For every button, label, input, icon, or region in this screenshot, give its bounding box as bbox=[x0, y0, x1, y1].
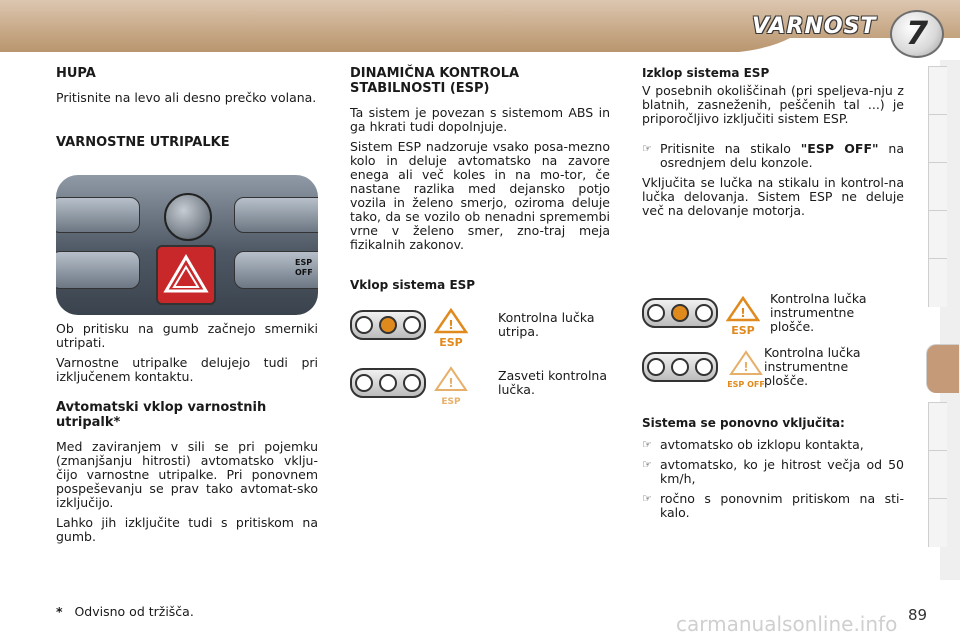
left-column bbox=[56, 66, 318, 160]
side-tab-10[interactable] bbox=[928, 498, 947, 547]
esp-off-warning-icon bbox=[726, 350, 765, 389]
auto-p2: Lahko jih izključite tudi s pritiskom na gumb. bbox=[56, 515, 318, 544]
pointing-hand-icon: ☞ bbox=[642, 142, 652, 155]
footnote-star: * bbox=[56, 604, 63, 619]
side-tab-7-active[interactable] bbox=[926, 344, 959, 393]
side-tab-9[interactable] bbox=[928, 450, 947, 499]
esp-warning-icon-dim bbox=[434, 366, 468, 406]
hazard-button bbox=[156, 245, 216, 305]
photo-fan-knob bbox=[164, 193, 212, 241]
press-text-pre: Pritisnite na stikalo bbox=[660, 141, 801, 156]
side-tab-2[interactable] bbox=[928, 114, 947, 163]
lamp-row-1 bbox=[350, 308, 622, 348]
ponovno-item bbox=[642, 492, 904, 520]
middle-column bbox=[350, 66, 610, 300]
izklop-p2: Vključita se lučka na stikalu in kontrol-na lučka delovanja. Sistem ESP ne deluje več na delovanje motorja. bbox=[642, 175, 904, 218]
ponovno-item-text: avtomatsko, ko je hitrost večja od 50 km/h, bbox=[660, 457, 904, 486]
footnote-text: Odvisno od tržišča. bbox=[74, 604, 194, 619]
press-text-bold: "ESP OFF" bbox=[800, 141, 879, 156]
press-bullet bbox=[642, 142, 904, 170]
esp-off-icon-text: ESP OFF bbox=[727, 380, 765, 389]
esp-warning-icon bbox=[434, 308, 468, 348]
side-tab-1[interactable] bbox=[928, 66, 947, 115]
esp-warning-icon bbox=[726, 296, 760, 336]
auto-p1: Med zaviranjem v sili se pri pojemku (zmanjšanju hitrosti) avtomatsko vklju-čijo varnostne utripalke. Pri ponovnem pospeševanju se prav tako avtomat-sko izključijo. bbox=[56, 439, 318, 510]
izklop-p1: V posebnih okoliščinah (pri speljeva-nju z blatnih, zasneženih, peščenih tal ...) je priporočljivo izključiti sistem ESP. bbox=[642, 83, 904, 126]
esp-p1: Ta sistem je povezan s sistemom ABS in ga hkrati tudi dopolnjuje. bbox=[350, 105, 610, 134]
pointing-hand-icon: ☞ bbox=[642, 438, 652, 451]
right-column bbox=[642, 66, 904, 224]
svg-text:!: ! bbox=[448, 376, 454, 390]
esp-icon-text-right: ESP bbox=[731, 324, 755, 336]
hazard-switch-photo bbox=[56, 175, 318, 315]
hazard-triangle-icon bbox=[158, 247, 214, 303]
instrument-cluster-icon bbox=[350, 310, 426, 340]
utripalke-p1: Ob pritisku na gumb začnejo smerniki utripati. bbox=[56, 321, 318, 350]
side-tab-4[interactable] bbox=[928, 210, 947, 259]
side-tabs bbox=[928, 66, 960, 574]
izklop-title: Izklop sistema ESP bbox=[642, 66, 770, 80]
watermark: carmanualsonline.info bbox=[676, 612, 898, 636]
lamp-row-3 bbox=[642, 292, 880, 334]
ponovno-item bbox=[642, 458, 904, 486]
ponovno-item-text: ročno s ponovnim pritiskom na sti-kalo. bbox=[660, 491, 904, 520]
side-tab-8[interactable] bbox=[928, 402, 947, 451]
instrument-cluster-icon bbox=[350, 368, 426, 398]
svg-text:!: ! bbox=[740, 306, 746, 320]
photo-esp-off-label: ESP OFF bbox=[295, 258, 313, 277]
lamp4-label: Kontrolna lučka instrumentne plošče. bbox=[764, 345, 861, 388]
photo-lower-right-button bbox=[234, 251, 318, 289]
svg-text:!: ! bbox=[448, 318, 454, 332]
ponovno-section bbox=[642, 416, 904, 526]
esp-p2: Sistem ESP nadzoruje vsako posa-mezno kolo in deluje avtomatsko na zavore enega ali več koles in na mo-tor, če nastane razlika med dejansko potjo vozila in želeno smerjo, oziroma deluje tako, da se vozilo ob nenadni spremembi vrne v želeno smer, zno-traj meja fizikalnih zakonov. bbox=[350, 139, 610, 252]
photo-right-button bbox=[234, 197, 318, 233]
lamp1-label: Kontrolna lučka utripa. bbox=[498, 310, 595, 339]
utripalke-title: VARNOSTNE UTRIPALKE bbox=[56, 135, 230, 150]
ponovno-title: Sistema se ponovno vključita: bbox=[642, 416, 845, 430]
footnote bbox=[56, 604, 194, 619]
chapter-badge bbox=[890, 10, 944, 58]
hupa-title: HUPA bbox=[56, 66, 96, 81]
svg-text:!: ! bbox=[743, 360, 749, 374]
photo-left-button bbox=[56, 197, 140, 233]
side-tab-5[interactable] bbox=[928, 258, 947, 307]
pointing-hand-icon: ☞ bbox=[642, 492, 652, 505]
chapter-number: 7 bbox=[905, 14, 929, 52]
lamp-row-4 bbox=[642, 346, 874, 388]
esp-title: DINAMIČNA KONTROLA STABILNOSTI (ESP) bbox=[350, 66, 520, 96]
vklop-title: Vklop sistema ESP bbox=[350, 278, 476, 292]
lamp2-label: Zasveti kontrolna lučka. bbox=[498, 368, 608, 397]
hupa-text: Pritisnite na levo ali desno prečko volana. bbox=[56, 90, 317, 105]
utripalke-p2: Varnostne utripalke delujejo tudi pri izključenem kontaktu. bbox=[56, 355, 318, 384]
chapter-title: VARNOST bbox=[752, 14, 877, 39]
press-text-post: na osrednjem delu konzole. bbox=[660, 141, 904, 170]
auto-title: Avtomatski vklop varnostnih utripalk* bbox=[56, 400, 267, 430]
lamp-row-2 bbox=[350, 366, 622, 406]
esp-icon-text: ESP bbox=[439, 336, 463, 348]
page-number: 89 bbox=[908, 606, 928, 624]
side-tab-3[interactable] bbox=[928, 162, 947, 211]
photo-lower-left-button bbox=[56, 251, 140, 289]
instrument-cluster-icon bbox=[642, 298, 718, 328]
pointing-hand-icon: ☞ bbox=[642, 458, 652, 471]
left-column-lower bbox=[56, 322, 318, 550]
instrument-cluster-icon bbox=[642, 352, 718, 382]
esp-icon-text-dim: ESP bbox=[441, 397, 461, 406]
ponovno-item-text: avtomatsko ob izklopu kontakta, bbox=[660, 437, 864, 452]
lamp3-label: Kontrolna lučka instrumentne plošče. bbox=[770, 291, 867, 334]
ponovno-item bbox=[642, 438, 904, 452]
